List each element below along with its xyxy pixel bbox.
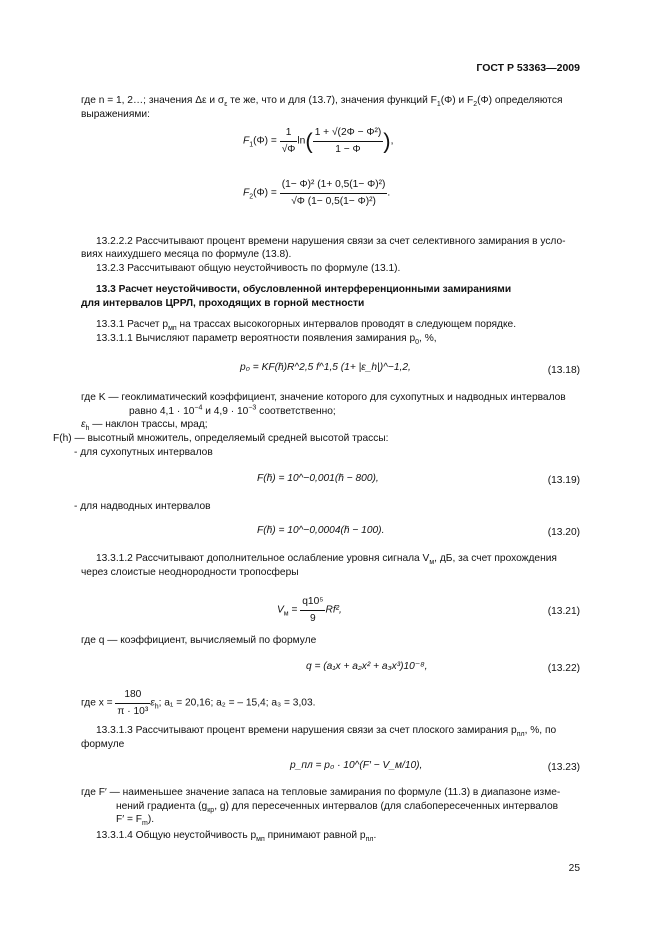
- equation-13-20: F(h̄) = 10^−0,0004(h̄ − 100).: [257, 525, 385, 536]
- section-title-line1: 13.3 Расчет неустойчивости, обусловленной интерференционными замираниями: [96, 284, 512, 295]
- intro-text-d: (Φ) определяются: [477, 95, 563, 106]
- where-fh-definition: F(h) — высотный множитель, определяемый средней высотой трассы:: [53, 433, 389, 444]
- paragraph-13-3-1-2: 13.3.1.2 Рассчитывают дополнительное ослабление уровня сигнала $V_м$, дБ, за счет прохождения через слоистые неоднородности тропосферы: [81, 553, 557, 578]
- document-code: ГОСТ Р 53363—2009: [476, 62, 580, 74]
- equation-13-21: $V_м$ = $\frac{\text{q10⁵}}{9}$ Rf²,: [277, 596, 342, 624]
- f2-sub: 2: [249, 193, 254, 201]
- f1-inner-fraction: $\frac{\text{1 + √(2Φ − Φ²)}}{1 - \Phi}$: [314, 127, 382, 155]
- intro-paragraph: [81, 94, 581, 121]
- paragraph-13-3-1-3: 13.3.1.3 Рассчитывают процент времени нарушения связи за счет плоского замирания $p_{пл}$, %, по формуле: [81, 725, 557, 750]
- section-title-line2: для интервалов ЦРРЛ, проходящих в горной местности: [81, 297, 365, 309]
- sea-label: - для надводных интервалов: [74, 501, 211, 512]
- sub-two: 2: [473, 101, 478, 109]
- equation-number-13-18: (13.18): [547, 365, 580, 376]
- intro-text-a: где n = 1, 2…; значения Δε и σ: [81, 95, 225, 106]
- f2-lhs: F: [243, 187, 250, 199]
- equation-number-13-19: (13.19): [547, 475, 580, 486]
- page-number: 25: [568, 863, 580, 874]
- f1-fraction: $\frac{1}{√\Phi}$: [281, 127, 296, 155]
- where-k-definition: где K — геоклиматический коэффициент, значение которого для сухопутных и надводных интервалов равно $4,1 \cdot 10^{-4}$ и $4,9 \cdot 10^{-3}$ соответственно;: [81, 392, 566, 417]
- equation-number-13-23: (13.23): [547, 762, 580, 773]
- formula-f1: $F_1(\Phi)$ = $\frac{1}{√\Phi}$ ln( $\frac{\text{1 + √(2Φ − Φ²)}}{1 - \Phi}$ ),: [243, 127, 394, 155]
- f2-arg: (Φ) =: [253, 187, 277, 199]
- equation-number-13-21: (13.21): [547, 606, 580, 617]
- where-q-definition: где q — коэффициент, вычисляемый по формуле: [81, 635, 317, 646]
- f1-lhs: F: [243, 135, 250, 147]
- paragraph-13-2-3: 13.2.3 Рассчитывают общую неустойчивость по формуле (13.1).: [96, 263, 401, 274]
- paragraph-13-2-2-2: 13.2.2.2 Рассчитывают процент времени нарушения связи за счет селективного замирания в усло-: [96, 236, 566, 247]
- section-title: [81, 283, 586, 310]
- intro-text-e: выражениями:: [81, 108, 150, 120]
- sub-one: 1: [436, 101, 441, 109]
- paragraph-13-3-1-1: 13.3.1.1 Вычисляют параметр вероятности появления замирания $p_0$, %,: [96, 333, 437, 347]
- f2-fraction: $\frac{\text{(1− Φ)² (1+ 0,5(1− Φ)²)}}{\text{√Φ (1− 0,5(1− Φ)²)}}$: [281, 179, 386, 207]
- equation-number-13-22: (13.22): [547, 663, 580, 674]
- intro-text-b: те же, что и для (13.7), значения функций F: [227, 95, 437, 106]
- equation-13-19: F(h̄) = 10^−0,001(h̄ − 800),: [257, 473, 379, 484]
- f2-end: .: [387, 187, 391, 199]
- paragraph-13-2-2-2-cont: виях наихудшего месяца по формуле (13.8).: [81, 249, 292, 260]
- f1-sub: 1: [249, 141, 254, 149]
- equation-13-23: p_пл = p₀ · 10^(F′ − V_м/10),: [290, 760, 423, 771]
- f1-ln: ln: [297, 135, 306, 147]
- f1-end: ,: [390, 135, 394, 147]
- formula-f2: [243, 178, 390, 208]
- equation-number-13-20: (13.20): [547, 527, 580, 538]
- equation-13-22: q = (a₁x + a₂x² + a₃x³)10⁻⁸,: [306, 661, 428, 672]
- intro-text-c: (Φ) и F: [440, 95, 474, 106]
- x-definition: где x = $\frac{180}{\text{π · 10³}}$ $\varepsilon_h$; a₁ = 20,16; a₂ = – 15,4; a₃ = 3,03.: [81, 689, 316, 717]
- equation-13-18: p₀ = KF(h̄)R^2,5 f^1,5 (1+ |ε_h|)^−1,2,: [240, 362, 411, 373]
- paragraph-13-3-1: 13.3.1 Расчет $p_{мп}$ на трассах высокогорных интервалов проводят в следующем порядке.: [96, 319, 517, 333]
- where-f-definition: где F′ — наименьшее значение запаса на тепловые замирания по формуле (11.3) в диапазоне изме- нений градиента ($g_{кр}$, g) для пересеченных интервалов (для слабопересеченных интервалов $F' = F_m$).: [81, 787, 561, 828]
- land-label: - для сухопутных интервалов: [74, 447, 213, 458]
- paragraph-13-3-1-4: 13.3.1.4 Общую неустойчивость $p_{мп}$ принимают равной $p_{пл}$.: [96, 830, 377, 844]
- f1-arg: (Φ) =: [253, 135, 277, 147]
- sub-eps: ε: [224, 101, 228, 109]
- where-eps-definition: $\varepsilon_h$ — наклон трассы, мрад;: [81, 419, 208, 433]
